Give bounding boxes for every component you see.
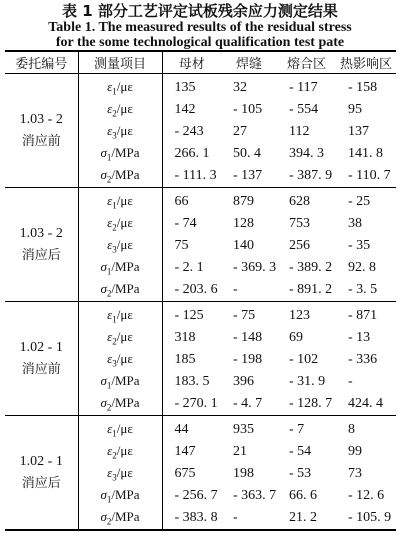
quantity-unit: /με	[116, 329, 133, 345]
quantity-label	[78, 349, 162, 371]
quantity-label	[78, 279, 162, 302]
quantity-symbol: ε	[107, 443, 113, 459]
quantity-subscript: 2	[106, 288, 112, 299]
quantity-subscript: 1	[106, 494, 112, 505]
quantity-label	[78, 485, 162, 507]
quantity-symbol: ε	[107, 351, 113, 367]
group-2	[5, 188, 396, 302]
fusion-zone-value: - 128. 7	[289, 396, 333, 411]
heat-affected-zone-value: 92. 8	[348, 260, 376, 275]
header-heat-affected-zone: 热影响区	[339, 57, 392, 72]
quantity-label	[78, 165, 162, 188]
quantity-unit: /με	[116, 101, 133, 117]
fusion-zone-value: 69	[289, 330, 303, 345]
quantity-unit: /με	[116, 307, 133, 323]
fusion-zone-value: - 31. 9	[289, 374, 326, 389]
quantity-label	[78, 99, 162, 121]
weld-value: - 363. 7	[233, 488, 277, 503]
quantity-label	[78, 393, 162, 416]
base-metal-value: 147	[174, 444, 196, 459]
base-metal-value: 675	[174, 466, 196, 481]
quantity-unit: /με	[116, 193, 133, 209]
fusion-zone-value: 21. 2	[289, 510, 317, 525]
heat-affected-zone-value: -	[348, 374, 353, 389]
heat-affected-zone-value: - 158	[348, 80, 378, 95]
quantity-unit: /με	[116, 237, 133, 253]
fusion-zone-value: - 53	[289, 466, 312, 481]
weld-value: 32	[233, 80, 247, 95]
base-metal-value: - 125	[174, 308, 204, 323]
quantity-subscript: 1	[106, 266, 112, 277]
quantity-unit: /MPa	[111, 509, 140, 525]
quantity-label	[78, 121, 162, 143]
heat-affected-zone-value: - 110. 7	[348, 168, 391, 183]
group-4	[5, 416, 396, 531]
table-row	[5, 302, 396, 328]
quantity-unit: /με	[116, 123, 133, 139]
quantity-symbol: ε	[107, 237, 113, 253]
fusion-zone-value: 112	[289, 124, 310, 139]
weld-value: 198	[233, 466, 254, 481]
base-metal-value: - 270. 1	[174, 396, 218, 411]
heat-affected-zone-value: 73	[348, 466, 362, 481]
quantity-unit: /MPa	[111, 145, 140, 161]
commission-cell	[5, 74, 78, 188]
quantity-unit: /με	[116, 421, 133, 437]
commission-cell	[5, 302, 78, 416]
stress-relief-state: 消应后	[21, 247, 61, 263]
header-base-metal: 母材	[178, 57, 205, 72]
quantity-unit: /MPa	[111, 373, 140, 389]
header-fusion-zone: 熔合区	[286, 57, 326, 72]
table-title-chinese: 表 1 部分工艺评定试板残余应力测定结果	[62, 2, 338, 20]
base-metal-value: 66	[174, 194, 189, 209]
weld-value: 128	[233, 216, 254, 231]
heat-affected-zone-value: - 336	[348, 352, 378, 367]
quantity-symbol: ε	[107, 215, 113, 231]
quantity-unit: /με	[116, 79, 133, 95]
quantity-label	[78, 371, 162, 393]
quantity-label	[78, 213, 162, 235]
heat-affected-zone-value: - 871	[348, 308, 378, 323]
quantity-label	[78, 441, 162, 463]
quantity-subscript: 1	[112, 86, 117, 97]
commission-code: 1.02 - 1	[19, 453, 63, 469]
quantity-symbol: σ	[100, 395, 107, 411]
header-measurement-item: 测量项目	[78, 51, 162, 74]
quantity-label	[78, 463, 162, 485]
heat-affected-zone-value: - 35	[348, 238, 371, 253]
quantity-symbol: σ	[100, 145, 107, 161]
weld-value: - 137	[233, 168, 263, 183]
quantity-symbol: ε	[107, 421, 113, 437]
commission-cell	[5, 188, 78, 302]
heat-affected-zone-value: 8	[348, 422, 355, 437]
quantity-unit: /MPa	[111, 259, 140, 275]
base-metal-value: 135	[174, 80, 196, 95]
residual-stress-table	[5, 50, 396, 531]
quantity-symbol: ε	[107, 123, 113, 139]
fusion-zone-value: - 554	[289, 102, 319, 117]
heat-affected-zone-value: - 12. 6	[348, 488, 385, 503]
quantity-symbol: σ	[100, 281, 107, 297]
quantity-label	[78, 416, 162, 442]
group-1	[5, 74, 396, 188]
heat-affected-zone-value: 38	[348, 216, 362, 231]
commission-cell	[5, 416, 78, 531]
quantity-unit: /MPa	[111, 281, 140, 297]
quantity-symbol: σ	[100, 487, 107, 503]
quantity-subscript: 3	[112, 358, 117, 369]
weld-value: 27	[233, 124, 247, 139]
stress-relief-state: 消应后	[21, 475, 61, 491]
fusion-zone-value: 123	[289, 308, 310, 323]
quantity-symbol: ε	[107, 101, 113, 117]
table-row	[5, 188, 396, 214]
weld-value: 935	[233, 422, 254, 437]
quantity-unit: /MPa	[111, 167, 140, 183]
base-metal-value: 183. 5	[174, 374, 210, 389]
stress-relief-state: 消应前	[21, 361, 61, 377]
quantity-symbol: ε	[107, 329, 113, 345]
table-title-english	[0, 20, 400, 50]
fusion-zone-value: - 7	[289, 422, 305, 437]
quantity-subscript: 2	[106, 174, 112, 185]
weld-value: - 198	[233, 352, 263, 367]
quantity-subscript: 3	[112, 244, 117, 255]
heat-affected-zone-value: 137	[348, 124, 369, 139]
base-metal-value: 266. 1	[174, 146, 210, 161]
fusion-zone-value: - 117	[289, 80, 318, 95]
quantity-unit: /MPa	[111, 487, 140, 503]
quantity-subscript: 1	[112, 200, 117, 211]
quantity-label	[78, 302, 162, 328]
quantity-subscript: 1	[106, 152, 112, 163]
base-metal-value: 185	[174, 352, 196, 367]
quantity-unit: /με	[116, 465, 133, 481]
header-commission-number: 委托编号	[5, 51, 78, 74]
fusion-zone-value: 753	[289, 216, 310, 231]
fusion-zone-value: 66. 6	[289, 488, 317, 503]
quantity-subscript: 2	[112, 222, 117, 233]
quantity-label	[78, 188, 162, 214]
stress-relief-state: 消应前	[21, 133, 61, 149]
weld-value: -	[233, 282, 238, 297]
group-3	[5, 302, 396, 416]
table-title-english-line1: Table 1. The measured results of the residual stress	[48, 20, 352, 35]
weld-value: - 369. 3	[233, 260, 277, 275]
heat-affected-zone-value: 99	[348, 444, 362, 459]
quantity-symbol: σ	[100, 167, 107, 183]
quantity-subscript: 2	[112, 336, 117, 347]
table-title-english-line2: for the some technological qualification test pate	[55, 35, 345, 50]
weld-value: 879	[233, 194, 254, 209]
base-metal-value: - 2. 1	[174, 260, 204, 275]
commission-code: 1.02 - 1	[19, 339, 63, 355]
base-metal-value: 318	[174, 330, 196, 345]
fusion-zone-value: 628	[289, 194, 310, 209]
base-metal-value: - 243	[174, 124, 204, 139]
quantity-subscript: 2	[112, 450, 117, 461]
quantity-label	[78, 143, 162, 165]
fusion-zone-value: - 54	[289, 444, 312, 459]
base-metal-value: 75	[174, 238, 189, 253]
weld-value: 396	[233, 374, 254, 389]
weld-value: 140	[233, 238, 254, 253]
heat-affected-zone-value: 424. 4	[348, 396, 383, 411]
heat-affected-zone-value: - 25	[348, 194, 371, 209]
heat-affected-zone-value: 95	[348, 102, 362, 117]
base-metal-value: - 74	[174, 216, 197, 231]
quantity-symbol: σ	[100, 259, 107, 275]
base-metal-value: - 256. 7	[174, 488, 218, 503]
quantity-subscript: 1	[106, 380, 112, 391]
commission-code: 1.03 - 2	[19, 111, 63, 127]
fusion-zone-value: 256	[289, 238, 310, 253]
base-metal-value: 44	[174, 422, 189, 437]
quantity-label	[78, 74, 162, 100]
heat-affected-zone-value: - 105. 9	[348, 510, 392, 525]
fusion-zone-value: - 102	[289, 352, 319, 367]
quantity-unit: /με	[116, 351, 133, 367]
weld-value: - 148	[233, 330, 263, 345]
quantity-subscript: 2	[112, 108, 117, 119]
quantity-symbol: ε	[107, 193, 113, 209]
base-metal-value: 142	[174, 102, 196, 117]
quantity-subscript: 3	[112, 472, 117, 483]
fusion-zone-value: - 389. 2	[289, 260, 333, 275]
quantity-label	[78, 257, 162, 279]
quantity-subscript: 1	[112, 314, 117, 325]
quantity-label	[78, 327, 162, 349]
weld-value: 21	[233, 444, 247, 459]
table-row	[5, 74, 396, 100]
weld-value: - 75	[233, 308, 256, 323]
heat-affected-zone-value: 141. 8	[348, 146, 383, 161]
quantity-subscript: 2	[106, 402, 112, 413]
header-row	[5, 51, 396, 74]
quantity-subscript: 3	[112, 130, 117, 141]
quantity-symbol: σ	[100, 509, 107, 525]
base-metal-value: - 111. 3	[174, 168, 217, 183]
heat-affected-zone-value: - 3. 5	[348, 282, 378, 297]
fusion-zone-value: - 387. 9	[289, 168, 333, 183]
quantity-unit: /MPa	[111, 395, 140, 411]
heat-affected-zone-value: - 13	[348, 330, 371, 345]
quantity-symbol: ε	[107, 79, 113, 95]
header-weld: 焊缝	[235, 57, 262, 72]
weld-value: - 105	[233, 102, 263, 117]
quantity-unit: /με	[116, 443, 133, 459]
quantity-label	[78, 507, 162, 530]
weld-value: 50. 4	[233, 146, 261, 161]
base-metal-value: - 203. 6	[174, 282, 218, 297]
quantity-subscript: 2	[106, 516, 112, 527]
weld-value: -	[233, 510, 238, 525]
base-metal-value: - 383. 8	[174, 510, 218, 525]
fusion-zone-value: 394. 3	[289, 146, 324, 161]
quantity-symbol: ε	[107, 465, 113, 481]
commission-code: 1.03 - 2	[19, 225, 63, 241]
quantity-symbol: ε	[107, 307, 113, 323]
table-row	[5, 416, 396, 442]
weld-value: - 4. 7	[233, 396, 263, 411]
quantity-unit: /με	[116, 215, 133, 231]
fusion-zone-value: - 891. 2	[289, 282, 333, 297]
quantity-label	[78, 235, 162, 257]
quantity-symbol: σ	[100, 373, 107, 389]
quantity-subscript: 1	[112, 428, 117, 439]
